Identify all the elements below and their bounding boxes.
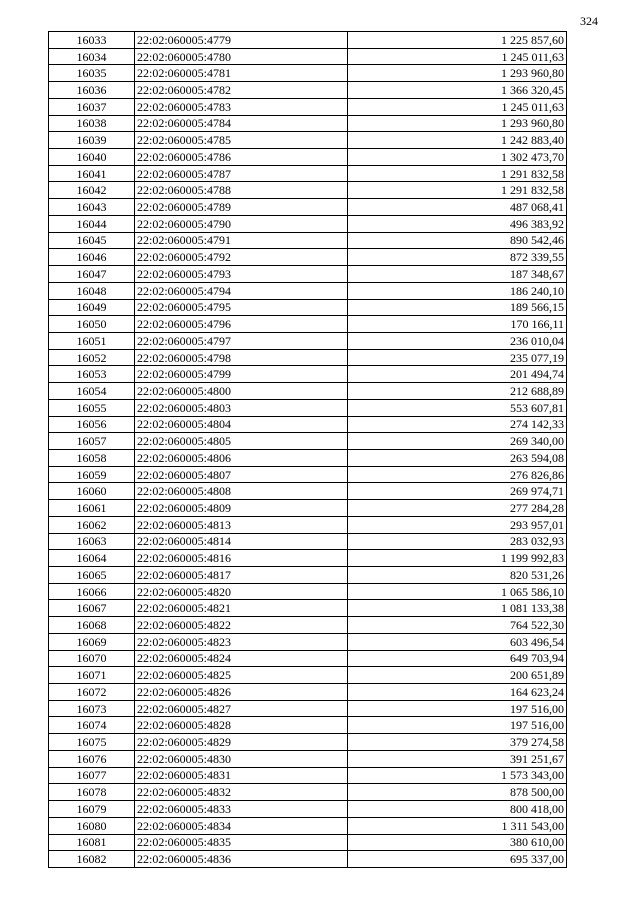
row-number-cell: 16057 <box>49 433 135 450</box>
cadastral-value-cell: 872 339,55 <box>348 249 567 266</box>
cadastral-number-cell: 22:02:060005:4780 <box>135 48 348 65</box>
table-row <box>49 349 567 366</box>
cadastral-value-cell: 263 594,08 <box>348 449 567 466</box>
cadastral-value-cell: 276 826,86 <box>348 466 567 483</box>
cadastral-number-cell: 22:02:060005:4785 <box>135 132 348 149</box>
table-row <box>49 633 567 650</box>
table-row <box>49 132 567 149</box>
row-number-cell: 16050 <box>49 316 135 333</box>
cadastral-number-cell: 22:02:060005:4800 <box>135 383 348 400</box>
cadastral-value-cell: 1 293 960,80 <box>348 115 567 132</box>
row-number-cell: 16048 <box>49 282 135 299</box>
cadastral-value-cell: 236 010,04 <box>348 332 567 349</box>
cadastral-value-cell: 603 496,54 <box>348 633 567 650</box>
table-row <box>49 734 567 751</box>
row-number-cell: 16052 <box>49 349 135 366</box>
row-number-cell: 16047 <box>49 266 135 283</box>
cadastral-value-cell: 1 366 320,45 <box>348 82 567 99</box>
row-number-cell: 16077 <box>49 767 135 784</box>
table-row <box>49 115 567 132</box>
table-row <box>49 98 567 115</box>
table-row <box>49 449 567 466</box>
table-row <box>49 332 567 349</box>
cadastral-value-cell: 200 651,89 <box>348 667 567 684</box>
cadastral-number-cell: 22:02:060005:4803 <box>135 399 348 416</box>
cadastral-value-cell: 269 974,71 <box>348 483 567 500</box>
table-row <box>49 232 567 249</box>
table-row <box>49 182 567 199</box>
cadastral-number-cell: 22:02:060005:4786 <box>135 149 348 166</box>
cadastral-number-cell: 22:02:060005:4808 <box>135 483 348 500</box>
cadastral-number-cell: 22:02:060005:4798 <box>135 349 348 366</box>
cadastral-number-cell: 22:02:060005:4795 <box>135 299 348 316</box>
cadastral-value-cell: 890 542,46 <box>348 232 567 249</box>
table-row <box>49 215 567 232</box>
table-row <box>49 466 567 483</box>
cadastral-value-cell: 1 199 992,83 <box>348 550 567 567</box>
row-number-cell: 16063 <box>49 533 135 550</box>
row-number-cell: 16041 <box>49 165 135 182</box>
table-row <box>49 567 567 584</box>
cadastral-value-cell: 201 494,74 <box>348 366 567 383</box>
table-row <box>49 851 567 868</box>
row-number-cell: 16040 <box>49 149 135 166</box>
table-row <box>49 316 567 333</box>
cadastral-value-cell: 235 077,19 <box>348 349 567 366</box>
table-row <box>49 165 567 182</box>
cadastral-number-cell: 22:02:060005:4835 <box>135 834 348 851</box>
table-row <box>49 416 567 433</box>
cadastral-number-cell: 22:02:060005:4822 <box>135 617 348 634</box>
cadastral-number-cell: 22:02:060005:4806 <box>135 449 348 466</box>
row-number-cell: 16036 <box>49 82 135 99</box>
table-row <box>49 834 567 851</box>
table-row <box>49 366 567 383</box>
table-row <box>49 399 567 416</box>
cadastral-number-cell: 22:02:060005:4813 <box>135 516 348 533</box>
cadastral-number-cell: 22:02:060005:4788 <box>135 182 348 199</box>
cadastral-number-cell: 22:02:060005:4830 <box>135 750 348 767</box>
cadastral-value-cell: 212 688,89 <box>348 383 567 400</box>
row-number-cell: 16038 <box>49 115 135 132</box>
cadastral-value-cell: 197 516,00 <box>348 700 567 717</box>
table-row <box>49 149 567 166</box>
cadastral-number-cell: 22:02:060005:4791 <box>135 232 348 249</box>
row-number-cell: 16070 <box>49 650 135 667</box>
table-row <box>49 617 567 634</box>
cadastral-number-cell: 22:02:060005:4814 <box>135 533 348 550</box>
row-number-cell: 16056 <box>49 416 135 433</box>
cadastral-number-cell: 22:02:060005:4821 <box>135 600 348 617</box>
row-number-cell: 16034 <box>49 48 135 65</box>
row-number-cell: 16058 <box>49 449 135 466</box>
cadastral-value-cell: 695 337,00 <box>348 851 567 868</box>
row-number-cell: 16046 <box>49 249 135 266</box>
table-row <box>49 717 567 734</box>
row-number-cell: 16061 <box>49 500 135 517</box>
cadastral-value-cell: 269 340,00 <box>348 433 567 450</box>
cadastral-value-cell: 1 225 857,60 <box>348 32 567 49</box>
row-number-cell: 16080 <box>49 817 135 834</box>
table-row <box>49 750 567 767</box>
cadastral-number-cell: 22:02:060005:4824 <box>135 650 348 667</box>
cadastral-number-cell: 22:02:060005:4784 <box>135 115 348 132</box>
cadastral-number-cell: 22:02:060005:4793 <box>135 266 348 283</box>
cadastral-number-cell: 22:02:060005:4783 <box>135 98 348 115</box>
table-row <box>49 299 567 316</box>
cadastral-value-cell: 186 240,10 <box>348 282 567 299</box>
row-number-cell: 16068 <box>49 617 135 634</box>
row-number-cell: 16079 <box>49 801 135 818</box>
row-number-cell: 16059 <box>49 466 135 483</box>
row-number-cell: 16074 <box>49 717 135 734</box>
cadastral-number-cell: 22:02:060005:4823 <box>135 633 348 650</box>
row-number-cell: 16067 <box>49 600 135 617</box>
row-number-cell: 16049 <box>49 299 135 316</box>
cadastral-value-cell: 277 284,28 <box>348 500 567 517</box>
cadastral-number-cell: 22:02:060005:4807 <box>135 466 348 483</box>
cadastral-value-cell: 487 068,41 <box>348 199 567 216</box>
table-row <box>49 65 567 82</box>
table-row <box>49 801 567 818</box>
table-body <box>49 32 567 868</box>
row-number-cell: 16073 <box>49 700 135 717</box>
cadastral-value-cell: 1 245 011,63 <box>348 48 567 65</box>
cadastral-number-cell: 22:02:060005:4792 <box>135 249 348 266</box>
cadastral-number-cell: 22:02:060005:4804 <box>135 416 348 433</box>
cadastral-value-cell: 379 274,58 <box>348 734 567 751</box>
cadastral-number-cell: 22:02:060005:4782 <box>135 82 348 99</box>
cadastral-value-cell: 1 065 586,10 <box>348 583 567 600</box>
cadastral-number-cell: 22:02:060005:4790 <box>135 215 348 232</box>
row-number-cell: 16064 <box>49 550 135 567</box>
cadastral-value-cell: 189 566,15 <box>348 299 567 316</box>
row-number-cell: 16072 <box>49 684 135 701</box>
cadastral-value-cell: 496 383,92 <box>348 215 567 232</box>
row-number-cell: 16045 <box>49 232 135 249</box>
table-row <box>49 550 567 567</box>
table-row <box>49 583 567 600</box>
cadastral-value-cell: 187 348,67 <box>348 266 567 283</box>
cadastral-value-cell: 391 251,67 <box>348 750 567 767</box>
cadastral-value-cell: 164 623,24 <box>348 684 567 701</box>
cadastral-number-cell: 22:02:060005:4834 <box>135 817 348 834</box>
cadastral-number-cell: 22:02:060005:4836 <box>135 851 348 868</box>
table-row <box>49 667 567 684</box>
table-row <box>49 483 567 500</box>
page-number: 324 <box>580 14 598 28</box>
table-row <box>49 600 567 617</box>
cadastral-number-cell: 22:02:060005:4817 <box>135 567 348 584</box>
row-number-cell: 16033 <box>49 32 135 49</box>
cadastral-value-cell: 170 166,11 <box>348 316 567 333</box>
cadastral-number-cell: 22:02:060005:4796 <box>135 316 348 333</box>
cadastral-value-cell: 820 531,26 <box>348 567 567 584</box>
cadastral-value-cell: 1 242 883,40 <box>348 132 567 149</box>
table-row <box>49 48 567 65</box>
table-row <box>49 500 567 517</box>
cadastral-number-cell: 22:02:060005:4787 <box>135 165 348 182</box>
cadastral-number-cell: 22:02:060005:4789 <box>135 199 348 216</box>
row-number-cell: 16081 <box>49 834 135 851</box>
row-number-cell: 16069 <box>49 633 135 650</box>
table-row <box>49 650 567 667</box>
cadastral-number-cell: 22:02:060005:4794 <box>135 282 348 299</box>
table-row <box>49 784 567 801</box>
row-number-cell: 16042 <box>49 182 135 199</box>
cadastral-number-cell: 22:02:060005:4828 <box>135 717 348 734</box>
cadastral-value-cell: 1 311 543,00 <box>348 817 567 834</box>
cadastral-value-cell: 1 573 343,00 <box>348 767 567 784</box>
row-number-cell: 16078 <box>49 784 135 801</box>
cadastral-value-cell: 1 245 011,63 <box>348 98 567 115</box>
cadastral-value-cell: 1 302 473,70 <box>348 149 567 166</box>
cadastral-number-cell: 22:02:060005:4799 <box>135 366 348 383</box>
row-number-cell: 16062 <box>49 516 135 533</box>
cadastral-number-cell: 22:02:060005:4805 <box>135 433 348 450</box>
cadastral-value-cell: 800 418,00 <box>348 801 567 818</box>
table-row <box>49 383 567 400</box>
cadastral-number-cell: 22:02:060005:4820 <box>135 583 348 600</box>
row-number-cell: 16055 <box>49 399 135 416</box>
table-row <box>49 433 567 450</box>
table-row <box>49 282 567 299</box>
cadastral-number-cell: 22:02:060005:4831 <box>135 767 348 784</box>
cadastral-value-cell: 380 610,00 <box>348 834 567 851</box>
cadastral-number-cell: 22:02:060005:4829 <box>135 734 348 751</box>
row-number-cell: 16051 <box>49 332 135 349</box>
table-row <box>49 266 567 283</box>
cadastral-value-cell: 1 081 133,38 <box>348 600 567 617</box>
cadastral-value-cell: 274 142,33 <box>348 416 567 433</box>
cadastral-value-cell: 197 516,00 <box>348 717 567 734</box>
row-number-cell: 16075 <box>49 734 135 751</box>
table-row <box>49 700 567 717</box>
row-number-cell: 16039 <box>49 132 135 149</box>
table-row <box>49 249 567 266</box>
table-row <box>49 767 567 784</box>
row-number-cell: 16082 <box>49 851 135 868</box>
cadastral-value-cell: 764 522,30 <box>348 617 567 634</box>
table-row <box>49 684 567 701</box>
cadastral-number-cell: 22:02:060005:4833 <box>135 801 348 818</box>
cadastral-value-cell: 283 032,93 <box>348 533 567 550</box>
row-number-cell: 16065 <box>49 567 135 584</box>
cadastral-value-cell: 649 703,94 <box>348 650 567 667</box>
row-number-cell: 16076 <box>49 750 135 767</box>
cadastral-value-table <box>48 31 567 868</box>
row-number-cell: 16054 <box>49 383 135 400</box>
row-number-cell: 16044 <box>49 215 135 232</box>
cadastral-number-cell: 22:02:060005:4826 <box>135 684 348 701</box>
row-number-cell: 16053 <box>49 366 135 383</box>
cadastral-number-cell: 22:02:060005:4809 <box>135 500 348 517</box>
cadastral-value-cell: 1 291 832,58 <box>348 182 567 199</box>
cadastral-number-cell: 22:02:060005:4779 <box>135 32 348 49</box>
cadastral-value-cell: 1 291 832,58 <box>348 165 567 182</box>
cadastral-number-cell: 22:02:060005:4797 <box>135 332 348 349</box>
table-row <box>49 817 567 834</box>
table-row <box>49 82 567 99</box>
row-number-cell: 16066 <box>49 583 135 600</box>
cadastral-number-cell: 22:02:060005:4832 <box>135 784 348 801</box>
row-number-cell: 16060 <box>49 483 135 500</box>
cadastral-number-cell: 22:02:060005:4816 <box>135 550 348 567</box>
cadastral-value-cell: 878 500,00 <box>348 784 567 801</box>
cadastral-value-cell: 293 957,01 <box>348 516 567 533</box>
row-number-cell: 16035 <box>49 65 135 82</box>
table-row <box>49 199 567 216</box>
row-number-cell: 16071 <box>49 667 135 684</box>
table-row <box>49 516 567 533</box>
cadastral-value-cell: 553 607,81 <box>348 399 567 416</box>
row-number-cell: 16043 <box>49 199 135 216</box>
cadastral-value-cell: 1 293 960,80 <box>348 65 567 82</box>
cadastral-number-cell: 22:02:060005:4827 <box>135 700 348 717</box>
cadastral-number-cell: 22:02:060005:4781 <box>135 65 348 82</box>
table-row <box>49 533 567 550</box>
cadastral-number-cell: 22:02:060005:4825 <box>135 667 348 684</box>
row-number-cell: 16037 <box>49 98 135 115</box>
table-row <box>49 32 567 49</box>
